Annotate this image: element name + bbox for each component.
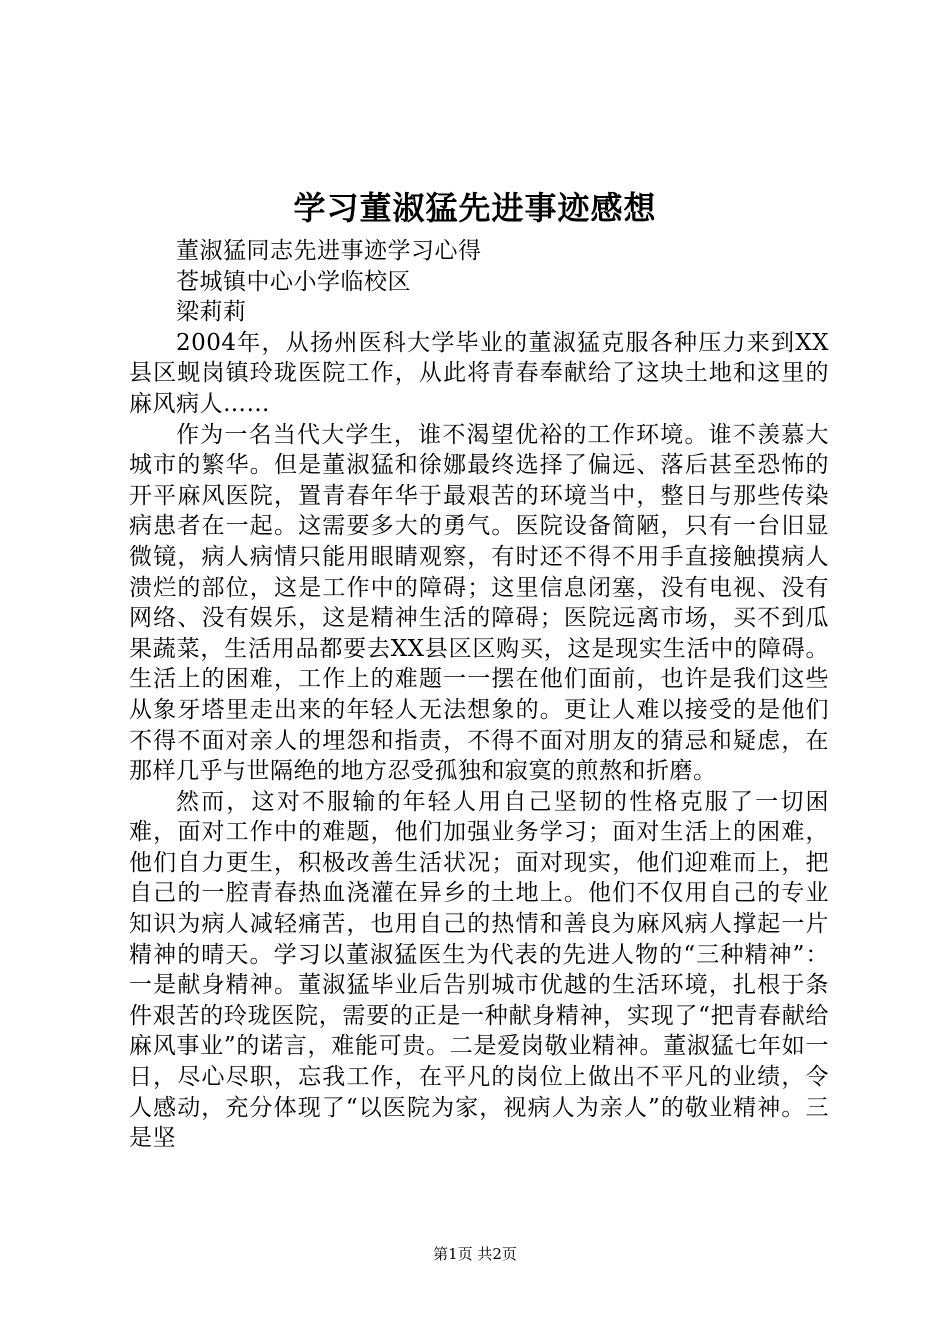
document-body (129, 236, 829, 1154)
paragraph-hardship: 作为一名当代大学生，谁不渴望优裕的工作环境。谁不羡慕大城市的繁华。但是董淑猛和徐娜最终选择了偏远、落后甚至恐怖的开平麻风医院，置青春年华于最艰苦的环境当中，整日与那些传染病患者在一起。这需要多大的勇气。医院设备简陋，只有一台旧显微镜，病人病情只能用眼睛观察，有时还不得不用手直接触摸病人溃烂的部位，这是工作中的障碍；这里信息闭塞，没有电视、没有网络、没有娱乐，这是精神生活的障碍；医院远离市场，买不到瓜果蔬菜，生活用品都要去XX县区区购买，这是现实生活中的障碍。生活上的困难，工作上的难题一一摆在他们面前，也许是我们这些从象牙塔里走出来的年轻人无法想象的。更让人难以接受的是他们不得不面对亲人的埋怨和指责，不得不面对朋友的猜忌和疑虑，在那样几乎与世隔绝的地方忍受孤独和寂寞的煎熬和折磨。 (129, 421, 829, 785)
subtitle-line: 董淑猛同志先进事迹学习心得 (176, 238, 482, 264)
paragraph-spirit: 然而，这对不服输的年轻人用自己坚韧的性格克服了一切困难，面对工作中的难题，他们加强业务学习；面对生活上的困难，他们自力更生，积极改善生活状况；面对现实，他们迎难而上，把自己的一腔青春热血浇灌在异乡的土地上。他们不仅用自己的专业知识为病人减轻痛苦，也用自己的热情和善良为麻风病人撑起一片精神的晴天。学习以董淑猛医生为代表的先进人物的“三种精神”：一是献身精神。董淑猛毕业后告别城市优越的生活环境，扎根于条件艰苦的玲珑医院，需要的正是一种献身精神，实现了“把青春献给麻风事业”的诺言，难能可贵。二是爱岗敬业精神。董淑猛七年如一日，尽心尽职，忘我工作，在平凡的岗位上做出不平凡的业绩，令人感动，充分体现了“以医院为家，视病人为亲人”的敬业精神。三是坚 (129, 788, 829, 1152)
document-title: 学习董淑猛先进事迹感想 (293, 189, 657, 227)
page-number-footer: 第1页 共2页 (433, 1245, 517, 1263)
author-line: 梁莉莉 (176, 299, 247, 326)
paragraph-intro: 2004年，从扬州医科大学毕业的董淑猛克服各种压力来到XX县区蚬岗镇玲珑医院工作，从此将青春奉献给了这块土地和这里的麻风病人…… (129, 329, 829, 417)
school-line: 苍城镇中心小学临校区 (176, 268, 411, 295)
